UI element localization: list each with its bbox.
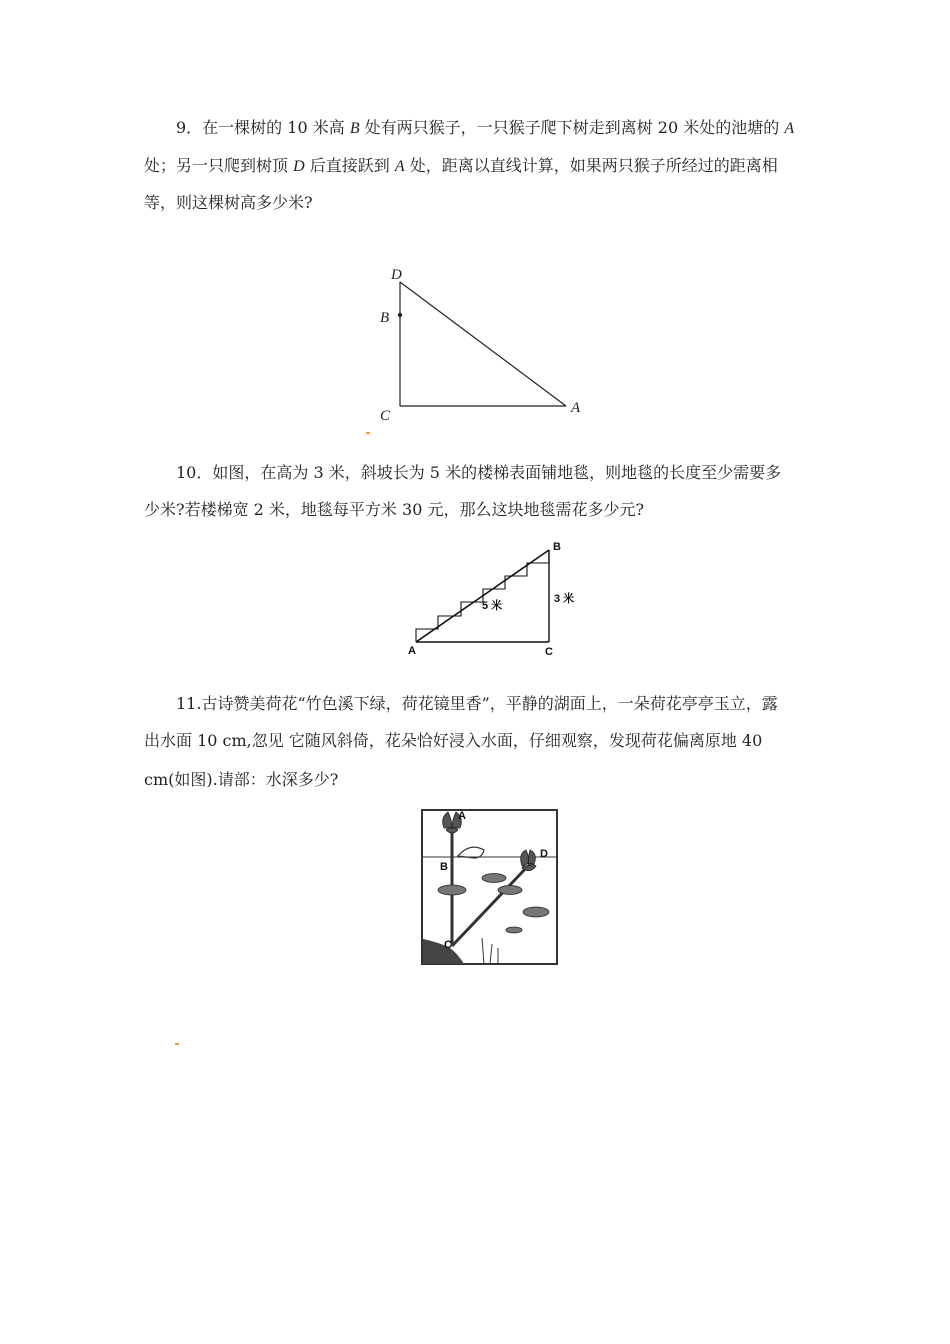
q10-line-2: 少米?若楼梯宽 2 米，地毯每平方米 30 元，那么这块地毯需花多少元? [144,500,645,519]
label-a: A [458,810,466,822]
q9-line-2: 处；另一只爬到树顶 D 后直接跃到 A 处，距离以直线计算，如果两只猴子所经过的距离相 [144,156,778,175]
q9-line-3: 等，则这棵树高多少米? [144,193,313,212]
q9-line-1: 9．在一棵树的 10 米高 B 处有两只猴子，一只猴子爬下树走到离树 20 米处的池塘的 A [176,118,795,137]
weed-icon [482,938,498,964]
label-c: C [444,939,452,951]
label-c: C [380,408,391,424]
lotus-leaf-icon [458,847,484,858]
label-d: D [391,267,402,283]
q9-triangle-figure [370,262,600,432]
q11-line-3: cm(如图).请部：水深多少? [144,770,339,789]
lotus-flower-d-icon [521,850,536,871]
point-b [398,313,402,317]
q10-stairs-figure [404,538,594,660]
stray-mark [366,432,370,434]
label-d: D [540,848,548,860]
stray-mark-bottom [175,1043,179,1045]
label-c: C [545,646,553,658]
label-a: A [408,645,416,657]
label-slope: 5 米 [482,600,503,612]
label-b: B [380,310,390,326]
label-b: B [553,541,561,553]
hypotenuse-da [400,282,566,406]
q11-line-2: 出水面 10 cm,忽见 它随风斜倚，花朵恰好浸入水面，仔细观察，发现荷花偏离原地 40 [144,731,763,750]
q11-lotus-figure [418,806,563,972]
label-height: 3 米 [554,593,575,605]
label-b: B [440,861,448,873]
q11-line-1: 11.古诗赞美荷花“竹色溪下绿，荷花镜里香”，平静的湖面上，一朵荷花亭亭玉立，露 [176,694,778,713]
q10-line-1: 10．如图，在高为 3 米，斜坡长为 5 米的楼梯表面铺地毯，则地毯的长度至少需要多 [176,463,782,482]
label-a: A [571,400,581,416]
